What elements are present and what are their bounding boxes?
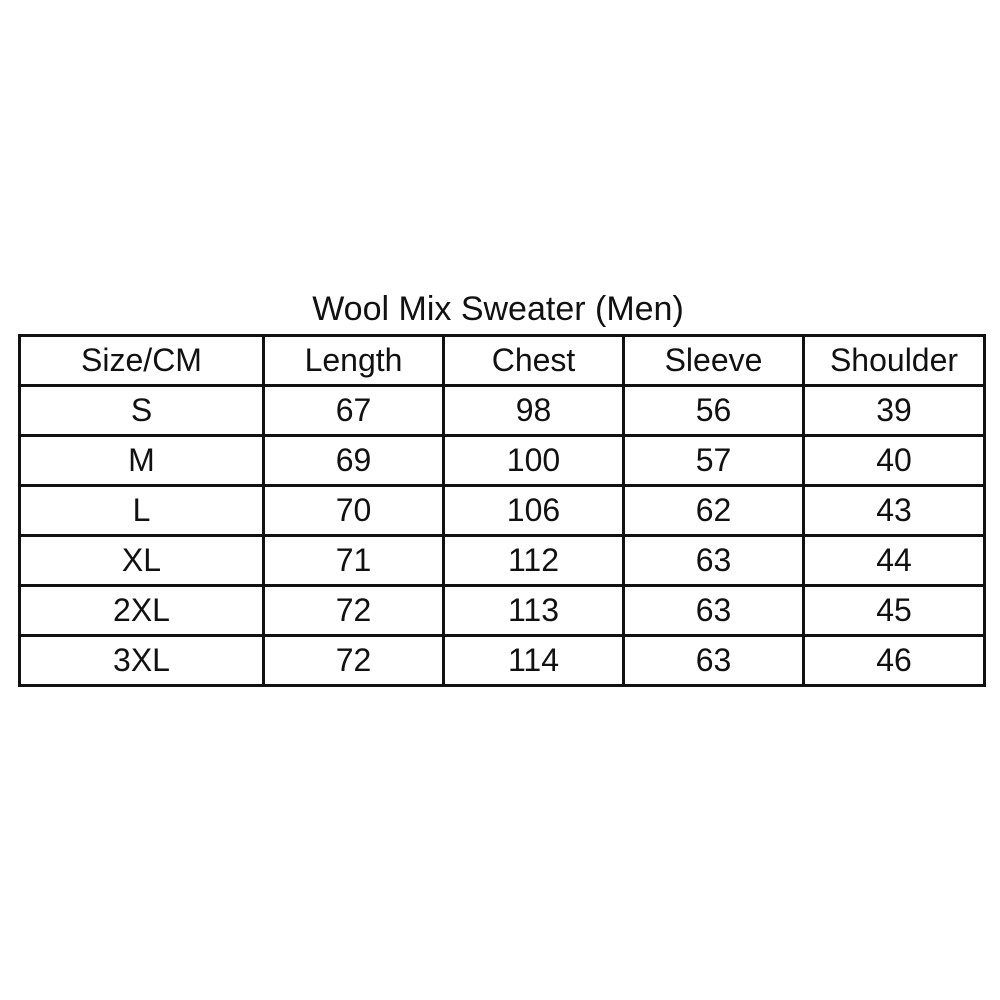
cell-shoulder: 45 [804,586,985,636]
cell-length: 72 [264,586,444,636]
cell-sleeve: 63 [624,536,804,586]
cell-size: S [20,386,264,436]
cell-shoulder: 39 [804,386,985,436]
cell-chest: 98 [444,386,624,436]
table-row [20,536,985,586]
cell-length: 67 [264,386,444,436]
cell-chest: 106 [444,486,624,536]
cell-size: L [20,486,264,536]
cell-shoulder: 44 [804,536,985,586]
table-row [20,436,985,486]
cell-size: 3XL [20,636,264,686]
cell-shoulder: 46 [804,636,985,686]
table-row [20,486,985,536]
cell-chest: 100 [444,436,624,486]
table-header-row [20,336,985,386]
header-chest: Chest [444,336,624,386]
cell-length: 72 [264,636,444,686]
cell-length: 71 [264,536,444,586]
cell-size: XL [20,536,264,586]
cell-chest: 114 [444,636,624,686]
table-row [20,586,985,636]
cell-length: 70 [264,486,444,536]
header-shoulder: Shoulder [804,336,985,386]
cell-chest: 112 [444,536,624,586]
cell-size: 2XL [20,586,264,636]
header-length: Length [264,336,444,386]
header-sleeve: Sleeve [624,336,804,386]
table-row [20,386,985,436]
cell-sleeve: 63 [624,636,804,686]
size-chart-table [18,334,986,687]
cell-shoulder: 43 [804,486,985,536]
table-row [20,636,985,686]
cell-sleeve: 62 [624,486,804,536]
cell-sleeve: 56 [624,386,804,436]
cell-sleeve: 63 [624,586,804,636]
page-title: Wool Mix Sweater (Men) [312,290,684,328]
cell-length: 69 [264,436,444,486]
cell-chest: 113 [444,586,624,636]
cell-shoulder: 40 [804,436,985,486]
cell-sleeve: 57 [624,436,804,486]
cell-size: M [20,436,264,486]
header-size: Size/CM [20,336,264,386]
